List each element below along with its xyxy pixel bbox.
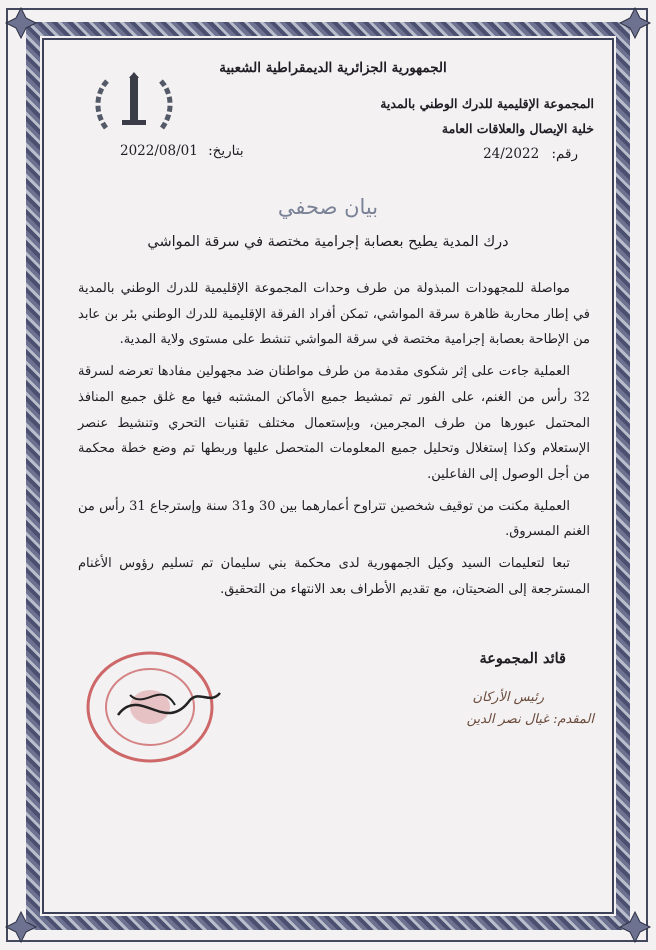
border-ornament-icon — [4, 910, 38, 944]
reference-label: رقم: — [551, 146, 578, 162]
document-body — [78, 276, 590, 608]
gendarmerie-emblem-icon — [92, 70, 176, 140]
signature-rank: رئيس الأركان — [472, 690, 544, 705]
document-subtitle: درك المدية يطيح بعصابة إجرامية مختصة في سرقة المواشي — [147, 234, 509, 250]
body-paragraph: تبعا لتعليمات السيد وكيل الجمهورية لدى محكمة بني سليمان تم تسليم رؤوس الأغنام المسترجعة إلى الضحيتان، مع تقديم الأطراف بعد الانتهاء من التحقيق. — [78, 556, 590, 597]
cell-name: خلية الإيصال والعلاقات العامة — [441, 121, 594, 136]
official-stamp-icon — [70, 645, 240, 775]
signature-title: قائد المجموعة — [479, 650, 566, 667]
signature-name: المقدم: غيال نصر الدين — [466, 712, 594, 727]
date-value: 2022/08/01 — [120, 143, 198, 159]
organization-name: المجموعة الإقليمية للدرك الوطني بالمدية — [380, 96, 594, 111]
country-name: الجمهورية الجزائرية الديمقراطية الشعبية — [219, 60, 447, 76]
border-ornament-icon — [618, 6, 652, 40]
date-label: بتاريخ: — [208, 143, 244, 159]
body-paragraph: العملية جاءت على إثر شكوى مقدمة من طرف مواطنان ضد مجهولين مفادها تعرضه لسرقة 32 رأس من الغنم، على الفور تم تمشيط جميع الأماكن المشتبه فيها مع غلق جميع المنافذ المحتمل عبورها من طرف المجرمين، وبإستعمال مختلف تقنيات التحري وتنشيط عنصر الإستعلام وكذا إستغلال وتحليل جميع المعلومات المتحصل عليها وربطها تم وضع خطة محكمة من أجل الوصول إلى الفاعلين. — [78, 364, 590, 482]
reference-line — [483, 146, 578, 162]
border-ornament-icon — [618, 910, 652, 944]
body-paragraph: العملية مكنت من توقيف شخصين تتراوح أعمارهما بين 30 و31 سنة وإسترجاع 31 رأس من الغنم المسروق. — [78, 498, 590, 540]
body-paragraph: مواصلة للمجهودات المبذولة من طرف وحدات المجموعة الإقليمية للدرك الوطني بالمدية في إطار محاربة ظاهرة سرقة المواشي، تمكن أفراد الفرقة الإقليمية للدرك الوطني بئر بن عابد من الإطاحة بعصابة إجرامية مختصة في سرقة المواشي تنشط على مستوى ولاية المدية. — [78, 281, 590, 348]
reference-number: 24/2022 — [483, 146, 540, 162]
document-title: بيان صحفي — [277, 195, 379, 219]
border-ornament-icon — [4, 6, 38, 40]
date-line — [120, 143, 244, 159]
